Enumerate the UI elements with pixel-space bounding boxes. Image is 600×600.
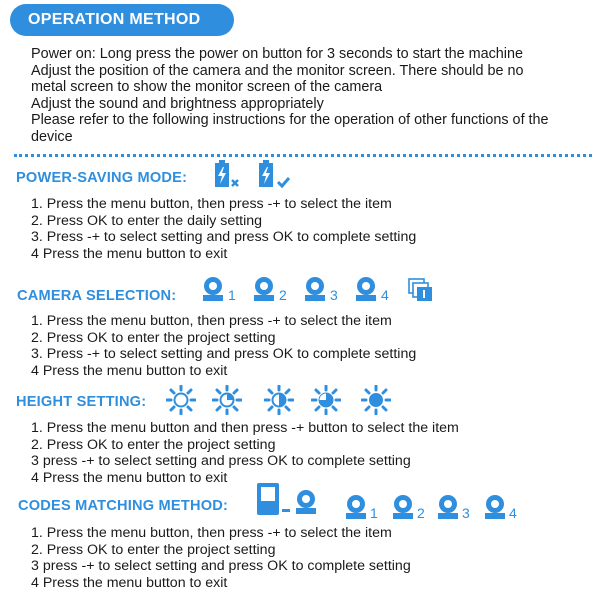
list-item: 1. Press the menu button, then press -+ to select the item xyxy=(31,313,392,329)
camera-number: 2 xyxy=(417,505,425,521)
brightness-level-5-icon xyxy=(361,385,391,415)
camera-number: 4 xyxy=(381,287,389,303)
height-setting-title: HEIGHT SETTING: xyxy=(16,394,147,410)
camera-number: 4 xyxy=(509,505,517,521)
intro-line: Adjust the sound and brightness appropriately xyxy=(31,95,324,112)
list-item: 2. Press OK to enter the project setting xyxy=(31,436,276,453)
height-setting-steps xyxy=(31,420,459,486)
list-item: 4 Press the menu button to exit xyxy=(31,362,228,379)
list-item: 3 press -+ to select setting and press OK to complete setting xyxy=(31,558,411,575)
section-header-operation-method xyxy=(10,4,234,36)
camera-number: 3 xyxy=(462,505,470,521)
intro-line: Please refer to the following instructions for the operation of other functions of the xyxy=(31,112,549,129)
brightness-level-4-icon xyxy=(311,385,341,415)
brightness-level-3-icon xyxy=(264,385,294,415)
list-item: 4 Press the menu button to exit xyxy=(31,574,228,591)
codes-matching-title: CODES MATCHING METHOD: xyxy=(18,498,229,514)
camera-4-icon xyxy=(483,494,507,520)
camera-4-icon xyxy=(354,276,378,302)
camera-number: 1 xyxy=(370,505,378,521)
brightness-level-2-icon xyxy=(212,385,242,415)
multi-camera-icon xyxy=(408,278,434,302)
battery-cross-icon xyxy=(214,160,244,192)
camera-1-icon xyxy=(201,276,225,302)
monitor-pair-camera-icon xyxy=(256,482,322,518)
camera-1-icon xyxy=(344,494,368,520)
power-saving-title: POWER-SAVING MODE: xyxy=(16,170,188,186)
camera-2-icon xyxy=(252,276,276,302)
list-item: 4 Press the menu button to exit xyxy=(31,469,228,486)
battery-check-icon xyxy=(258,160,294,192)
camera-2-icon xyxy=(391,494,415,520)
brightness-level-1-icon xyxy=(166,385,196,415)
camera-selection-steps xyxy=(31,313,416,379)
power-saving-steps xyxy=(31,196,416,262)
dotted-divider xyxy=(14,154,592,157)
list-item: 3. Press -+ to select setting and press OK to complete setting xyxy=(31,346,417,363)
camera-3-icon xyxy=(436,494,460,520)
camera-number: 3 xyxy=(330,287,338,303)
intro-line: Adjust the position of the camera and the monitor screen. There should be no xyxy=(31,62,524,79)
list-item: 2. Press OK to enter the project setting xyxy=(31,329,276,346)
list-item: 1. Press the menu button, then press -+ to select the item xyxy=(31,196,392,212)
camera-number: 2 xyxy=(279,287,287,303)
list-item: 4 Press the menu button to exit xyxy=(31,245,228,262)
list-item: 3. Press -+ to select setting and press OK to complete setting xyxy=(31,229,417,246)
intro-line: metal screen to show the monitor screen of the camera xyxy=(31,79,383,96)
list-item: 1. Press the menu button, then press -+ to select the item xyxy=(31,525,392,541)
list-item: 2. Press OK to enter the daily setting xyxy=(31,212,263,229)
list-item: 1. Press the menu button and then press -+ button to select the item xyxy=(31,420,459,436)
camera-selection-title: CAMERA SELECTION: xyxy=(17,288,177,304)
list-item: 3 press -+ to select setting and press OK to complete setting xyxy=(31,453,411,470)
camera-3-icon xyxy=(303,276,327,302)
intro-line: device xyxy=(31,128,73,145)
codes-matching-steps xyxy=(31,525,411,591)
intro-line: Power on: Long press the power on button for 3 seconds to start the machine xyxy=(31,46,523,62)
header-title: OPERATION METHOD xyxy=(28,11,201,28)
list-item: 2. Press OK to enter the project setting xyxy=(31,541,276,558)
camera-number: 1 xyxy=(228,287,236,303)
intro-text xyxy=(31,46,591,146)
